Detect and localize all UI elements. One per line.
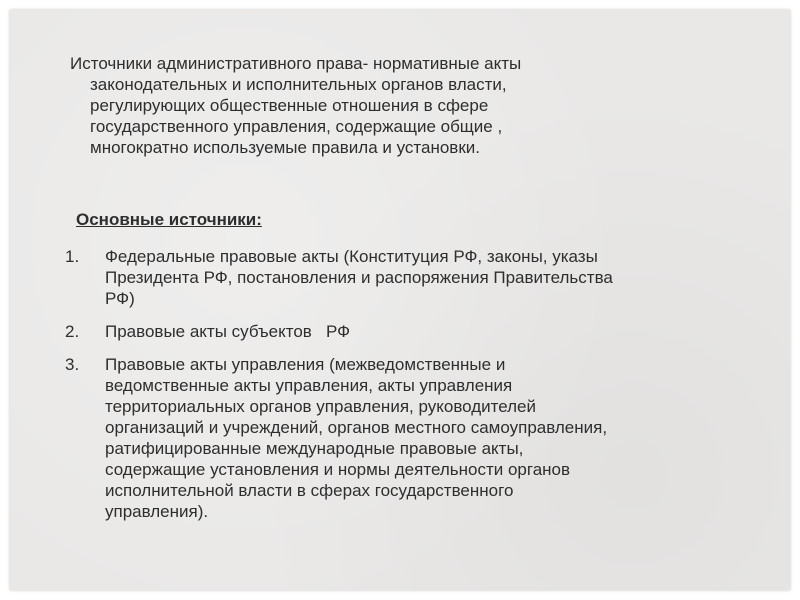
list-item-line: содержащие установления и нормы деятельности органов [105, 460, 571, 479]
list-item-line: исполнительной власти в сферах государственного [105, 481, 514, 500]
list-item-line: Правовые акты субъектов РФ [105, 322, 351, 341]
list-item-number: 1. [65, 247, 80, 266]
intro-line: многократно используемые правила и установки. [90, 138, 480, 157]
list-item-subject-acts [10, 321, 790, 342]
intro-line: регулирующих общественные отношения в сфере [90, 96, 489, 115]
intro-line: государственного управления, содержащие общие , [90, 117, 503, 136]
list-item-line: Федеральные правовые акты (Конституция РФ, законы, указы [105, 247, 598, 266]
list-item-line: ратифицированные международные правовые акты, [105, 439, 524, 458]
intro-line: Источники административного права- нормативные акты [70, 54, 522, 73]
list-item-line: ведомственные акты управления, акты управления [105, 376, 513, 395]
list-item-line: организаций и учреждений, органов местного самоуправления, [105, 418, 608, 437]
slide [10, 10, 790, 590]
list-item-management-acts [10, 354, 790, 522]
list-item-line: Президента РФ, постановления и распоряжения Правительства [105, 268, 613, 287]
sources-list [10, 246, 790, 534]
intro-paragraph [70, 53, 630, 158]
list-item-line: РФ) [105, 289, 135, 308]
intro-line: законодательных и исполнительных органов власти, [90, 75, 507, 94]
list-item-number: 2. [65, 322, 80, 341]
list-item-line: Правовые акты управления (межведомственные и [105, 355, 506, 374]
list-item-number: 3. [65, 355, 80, 374]
list-item-federal-acts [10, 246, 790, 309]
list-item-line: управления). [105, 502, 209, 521]
list-item-line: территориальных органов управления, руководителей [105, 397, 537, 416]
sources-heading: Основные источники: [76, 210, 262, 229]
